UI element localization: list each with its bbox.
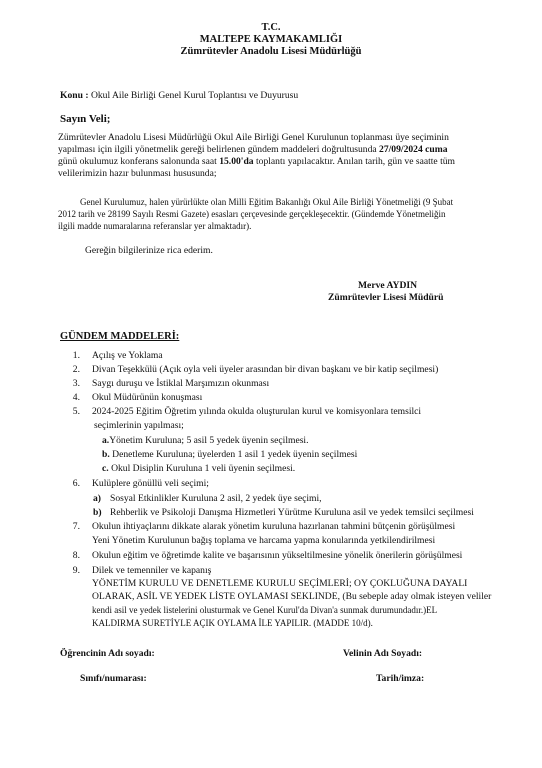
agenda-subitem xyxy=(102,463,295,475)
paragraph1-line3-text: günü okulumuz konferans salonunda saat xyxy=(58,156,220,167)
agenda-item: Dilek ve temenniler ve kapanış xyxy=(92,565,212,576)
agenda-item: 2024-2025 Eğitim Öğretim yılında okulda oluşturulan kurul ve komisyonlara temsilci xyxy=(92,406,422,417)
agenda-item: Okulun eğitim ve öğretimde kalite ve başarısının yükseltilmesine yönelik önerilerin görüşülmesi xyxy=(92,550,463,561)
agenda-item-continued: seçimlerinin yapılması; xyxy=(94,420,184,431)
agenda-subitem xyxy=(102,449,357,461)
paragraph2-line2: 2012 tarih ve 28199 Sayılı Resmi Gazete) esasları çerçevesinde gerçekleşecektir. (Gündemde Yönetmeliğin xyxy=(58,209,446,219)
meeting-time: 15.00'da xyxy=(219,156,254,167)
agenda-num: 6. xyxy=(72,478,80,489)
subject-line xyxy=(60,90,298,102)
agenda-num: 8. xyxy=(72,550,80,561)
agenda-num: 1. xyxy=(72,350,80,361)
agenda-item-continued: Yeni Yönetim Kurulunun bağış toplama ve harcama yapma konularında yetkilendirilmesi xyxy=(92,535,436,546)
agenda-item: Divan Teşekkülü (Açık oyla veli üyeler arasından bir divan başkanı ve bir katip seçilmesi) xyxy=(92,364,439,375)
agenda-subitem-text: Sosyal Etkinlikler Kuruluna 2 asil, 2 yedek üye seçimi, xyxy=(110,493,322,504)
agenda-subitem-text: Yönetim Kuruluna; 5 asil 5 yedek üyenin seçilmesi. xyxy=(109,435,309,446)
agenda-item: Okul Müdürünün konuşması xyxy=(92,392,203,403)
agenda-note-line2: OLARAK, ASİL VE YEDEK LİSTE OYLAMASI SEKLINDE, (Bu sebeple aday olmak isteyen veliler xyxy=(92,591,492,602)
salutation: Sayın Veli; xyxy=(60,113,111,125)
agenda-subitem-text: Okul Disiplin Kuruluna 1 veli üyenin seçilmesi. xyxy=(111,463,296,474)
paragraph1-line3-rest: toplantı yapılacaktır. Anılan tarih, gün ve saatte tüm xyxy=(253,156,456,167)
agenda-subitem-letter: c. xyxy=(102,463,109,474)
agenda-subitem-letter: b) xyxy=(93,507,102,518)
agenda-item: Kulüplere gönüllü veli seçimi; xyxy=(92,478,209,489)
paragraph1-line4: velilerimizin hazır bulunması hususunda; xyxy=(58,168,217,179)
paragraph1-line2-text: yapılması için ilgili yönetmelik gereği belirlenen gündem maddeleri doğrultusunda xyxy=(58,144,380,155)
date-signature-label: Tarih/imza: xyxy=(376,673,425,684)
agenda-note-line1: YÖNETİM KURULU VE DENETLEME KURULU SEÇİMLERİ; OY ÇOKLUĞUNA DAYALI xyxy=(92,578,468,589)
agenda-num: 5. xyxy=(72,406,80,417)
agenda-subitem-text: Rehberlik ve Psikoloji Danışma Hizmetleri Yürütme Kuruluna asil ve yedek temsilci seçilmesi xyxy=(110,507,474,518)
header-school: Zümrütevler Anadolu Lisesi Müdürlüğü xyxy=(180,46,362,57)
agenda-subitem xyxy=(102,435,309,447)
closing-line: Gereğin bilgilerinize rica ederim. xyxy=(85,245,213,256)
paragraph2-line1: Genel Kurulumuz, halen yürürlükte olan Milli Eğitim Bakanlığı Okul Aile Birliği Yönetmeliği (9 Şubat xyxy=(80,197,454,207)
parent-name-label: Velinin Adı Soyadı: xyxy=(343,648,423,659)
agenda-heading: GÜNDEM MADDELERİ: xyxy=(60,331,180,342)
agenda-num: 2. xyxy=(72,364,80,375)
agenda-num: 3. xyxy=(72,378,80,389)
agenda-num: 7. xyxy=(72,521,80,532)
subject-label: Konu : xyxy=(60,90,89,101)
agenda-note-line3: kendi asil ve yedek listelerini olusturmak ve Genel Kurul'da Divan'a sunmak durumundadır.)EL xyxy=(92,605,438,615)
signature-title: Zümrütevler Lisesi Müdürü xyxy=(328,292,444,303)
subject-text: Okul Aile Birliği Genel Kurul Toplantısı ve Duyurusu xyxy=(90,90,299,101)
agenda-item: Saygı duruşu ve İstiklal Marşımızın okunması xyxy=(92,378,270,389)
meeting-date: 27/09/2024 cuma xyxy=(379,144,448,155)
agenda-item: Açılış ve Yoklama xyxy=(92,350,163,361)
paragraph1-line2 xyxy=(58,144,448,156)
agenda-item: Okulun ihtiyaçlarını dikkate alarak yönetim kuruluna hazırlanan tahmini bütçenin görüşülmesi xyxy=(92,521,456,532)
agenda-note-line4: KALDIRMA SURETİYLE AÇIK OYLAMA İLE YAPILIR. (MADDE 10/d). xyxy=(92,618,373,628)
agenda-subitem-letter: a. xyxy=(102,435,110,446)
header-kaymakamlik: MALTEPE KAYMAKAMLIĞI xyxy=(199,34,343,45)
paragraph1-line1: Zümrütevler Anadolu Lisesi Müdürlüğü Okul Aile Birliği Genel Kurulunun toplanması üye seçiminin xyxy=(58,132,449,143)
agenda-num: 4. xyxy=(72,392,80,403)
header-tc: T.C. xyxy=(261,22,281,33)
student-name-label: Öğrencinin Adı soyadı: xyxy=(60,648,155,659)
agenda-num: 9. xyxy=(72,565,80,576)
paragraph1-line3 xyxy=(58,156,455,168)
agenda-subitem-letter: a) xyxy=(93,493,101,504)
class-number-label: Sınıfı/numarası: xyxy=(80,673,147,684)
agenda-subitem-text: Denetleme Kuruluna; üyelerden 1 asil 1 yedek üyenin seçilmesi xyxy=(112,449,358,460)
signature-name: Merve AYDIN xyxy=(358,280,418,291)
paragraph2-line3: ilgili madde numaralarına referanslar yer almaktadır). xyxy=(58,221,252,231)
agenda-subitem-letter: b. xyxy=(102,449,110,460)
